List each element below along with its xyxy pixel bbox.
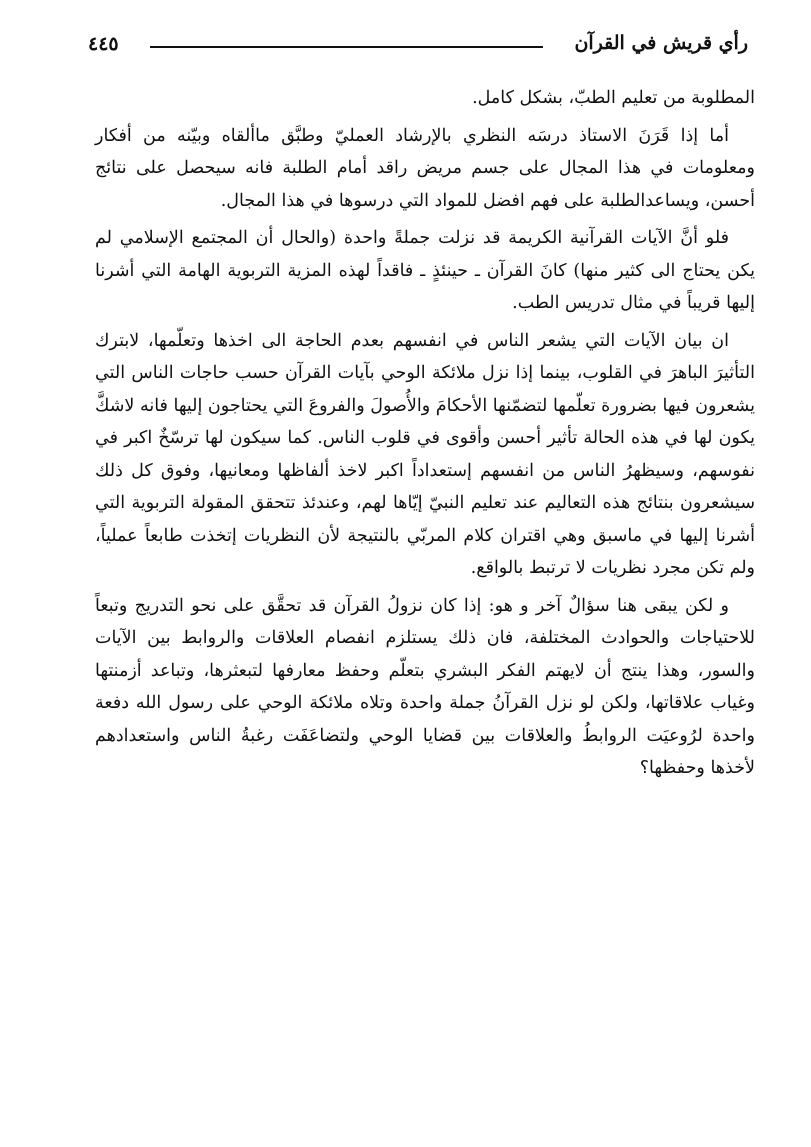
paragraph-3: فلو أنَّ الآيات القرآنية الكريمة قد نزلت جملةً واحدة (والحال أن المجتمع الإسلامي لم يكن يحتاج الى كثير منها) كانَ القرآن ـ حينئذٍ ـ فاقداً لهذه المزية التربوية الهامة التي أشرنا إليها قريباً في مثال تدريس الطب.: [95, 228, 755, 313]
paragraph-2: أما إذا قَرَنَ الاستاذ درسَه النظري بالإرشاد العمليّ وطبَّق ماألقاه وبيّنه من أفكار ومعلومات في هذا المجال على جسم مريض راقد أمام الطلبة فانه سيحصل على نتائج أحسن، ويساعدالطلبة على فهم افضل للمواد التي درسوها في هذا المجال.: [95, 125, 755, 211]
paragraph-5: و لكن يبقى هنا سؤالٌ آخر و هو: إذا كان نزولُ القرآن قد تحقَّق على نحو التدريج وتبعاً للاحتياجات والحوادث المختلفة، فان ذلك يستلزم انفصام العلاقات والروابط بين الآيات والسور، وهذا ينتج أن لايهتم الفكر البشري بتعلّم وحفظ معارفها لتبعثرها، وتباعد أزمنتها وغياب علاقاتها، ولكن لو نزل القرآنُ جملة واحدة وتلاه ملائكة الوحي على رسول الله دفعة واحدة لرُوعيَت الروابطُ والعلاقات بين قضايا الوحي ولتضاعَفَت رغبةُ الناس واستعدادهم لأخذها وحفظها؟: [95, 595, 755, 778]
header-rule: [150, 46, 543, 48]
running-title: رأي قريش في القرآن: [574, 32, 748, 54]
paragraph-4: ان بيان الآيات التي يشعر الناس في انفسهم بعدم الحاجة الى اخذها وتعلّمها، لابترك التأثيرَ الباهرَ في القلوب، بينما إذا نزل ملائكة الوحي بآيات القرآن حسب حاجات الناس التي يشعرون فيها بضرورة تعلّمها لتضمّنها الأحكامَ والأُصولَ والفروعَ التي يحتاجون إليها فانه لاشكَّ يكون لها في هذه الحالة تأثير أحسن وأقوى في قلوب الناس. كما سيكون لها ترسّخٌ اكبر في نفوسهم، وسيظهرُ الناس من انفسهم إستعداداً اكبر لاخذ ألفاظها ومعانيها، وفوق كل ذلك سيشعرون بنتائج هذه التعاليم عند تعليم النبيّ إيّاها لهم، وعندئذ تتحقق المقولة التربوية التي أشرنا إليها في ماسبق وهي اقتران كلام المربّي بالنتيجة لأن النظريات إتخذت طابعاً عملياً، ولم تكن مجرد نظريات لا ترتبط بالواقع.: [95, 330, 756, 578]
page-number: ٤٤٥: [88, 33, 119, 55]
page-header: [88, 30, 748, 62]
paragraph-1: المطلوبة من تعليم الطبّ، بشكل كامل.: [472, 88, 755, 108]
body-text: [95, 82, 755, 790]
